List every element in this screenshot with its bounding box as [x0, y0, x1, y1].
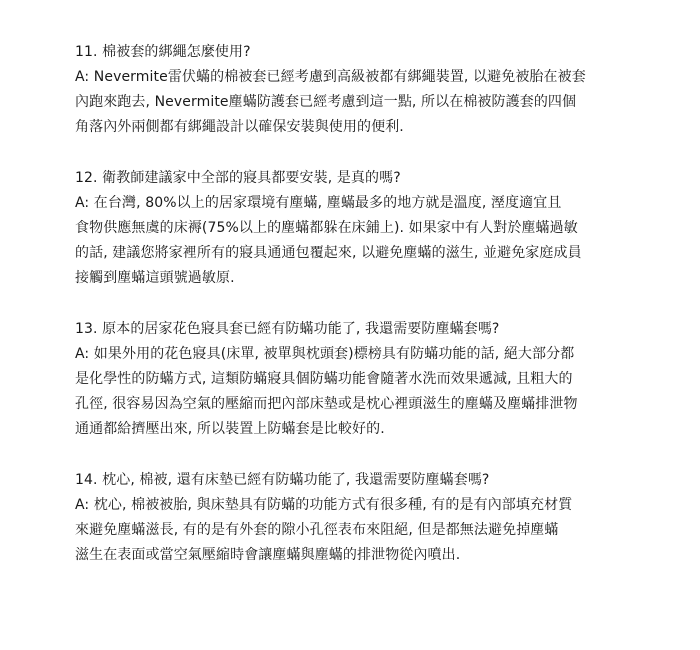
faq-question: 14. 枕心, 棉被, 還有床墊已經有防蟎功能了, 我還需要防塵蟎套嗎?	[75, 472, 490, 488]
faq-question: 13. 原本的居家花色寢具套已經有防蟎功能了, 我還需要防塵蟎套嗎?	[75, 321, 500, 337]
faq-answer-line: 內跑來跑去, Nevermite塵蟎防護套已經考慮到這一點, 所以在棉被防護套的四個	[75, 94, 577, 110]
faq-answer-line: 通通都給擠壓出來, 所以裝置上防蟎套是比較好的.	[75, 421, 385, 437]
faq-answer-line: 來避免塵蟎滋長, 有的是有外套的隙小孔徑表布來阻絕, 但是都無法避免掉塵蟎	[75, 522, 559, 538]
faq-item-12	[75, 166, 675, 291]
faq-question: 11. 棉被套的綁繩怎麼使用?	[75, 44, 251, 60]
faq-question: 12. 衛教師建議家中全部的寢具都要安裝, 是真的嗎?	[75, 170, 401, 186]
faq-answer-line: 孔徑, 很容易因為空氣的壓縮而把內部床墊或是枕心裡頭滋生的塵蟎及塵蟎排泄物	[75, 396, 578, 412]
faq-answer-line: A: Nevermite雷伏蟎的棉被套已經考慮到高級被都有綁繩裝置, 以避免被胎在被套	[75, 69, 586, 85]
faq-item-13	[75, 317, 675, 442]
faq-answer-line: 食物供應無虞的床褥(75%以上的塵蟎都躲在床鋪上). 如果家中有人對於塵蟎過敏	[75, 220, 578, 236]
faq-answer-line: 接觸到塵蟎這頭號過敏原.	[75, 270, 235, 286]
faq-answer-line: A: 如果外用的花色寢具(床單, 被單與枕頭套)標榜具有防蟎功能的話, 絕大部分都	[75, 346, 575, 362]
faq-answer-line: 的話, 建議您將家裡所有的寢具通通包覆起來, 以避免塵蟎的滋生, 並避免家庭成員	[75, 245, 582, 261]
faq-answer-line: 滋生在表面或當空氣壓縮時會讓塵蟎與塵蟎的排泄物從內噴出.	[75, 547, 461, 563]
faq-item-14	[75, 468, 675, 568]
faq-list	[75, 40, 675, 594]
faq-answer-line: 角落內外兩側都有綁繩設計以確保安裝與使用的便利.	[75, 119, 404, 135]
faq-answer-line: A: 在台灣, 80%以上的居家環境有塵蟎, 塵蟎最多的地方就是溫度, 溼度適宜且	[75, 195, 562, 211]
faq-answer-line: 是化學性的防蟎方式, 這類防蟎寢具個防蟎功能會隨著水洗而效果遞減, 且粗大的	[75, 371, 573, 387]
faq-item-11	[75, 40, 675, 140]
faq-answer-line: A: 枕心, 棉被被胎, 與床墊具有防蟎的功能方式有很多種, 有的是有內部填充材質	[75, 497, 573, 513]
